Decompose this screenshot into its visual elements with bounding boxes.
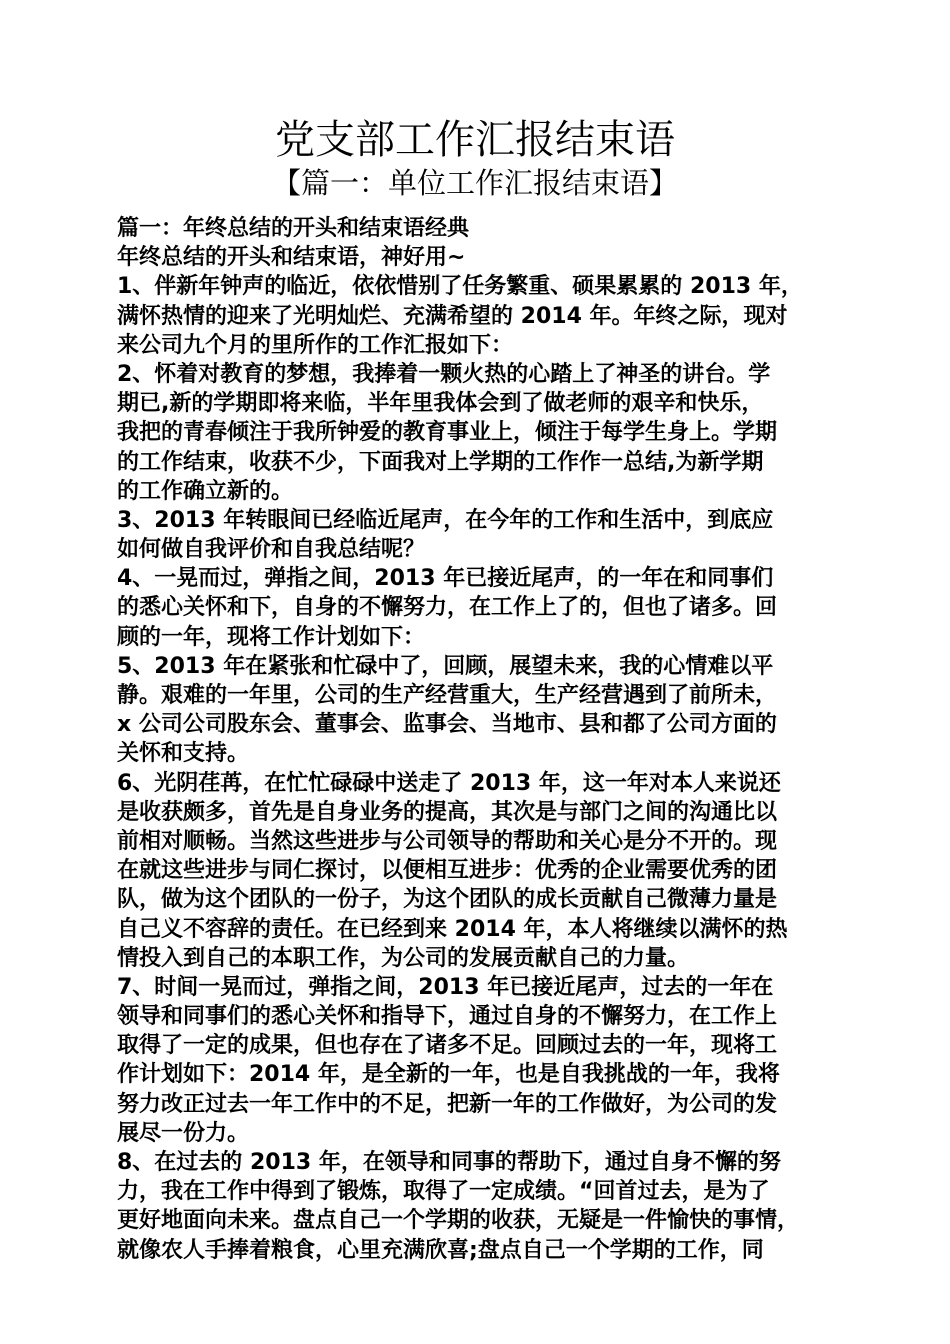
body-text-line: 的悉心关怀和下，自身的不懈努力，在工作上了的，但也了诸多。回 (117, 595, 778, 621)
body-text-line: 在就这些进步与同仁探讨，以便相互进步：优秀的企业需要优秀的团 (117, 858, 778, 884)
body-text-line: 期已,新的学期即将来临，半年里我体会到了做老师的艰辛和快乐， (117, 391, 764, 417)
body-text-line: 情投入到自己的本职工作，为公司的发展贡献自己的力量。 (117, 945, 690, 971)
document-body (117, 214, 839, 1265)
body-text-line: 满怀热情的迎来了光明灿烂、充满希望的 2014 年。年终之际，现对 (117, 303, 788, 329)
body-text-line: 3、2013 年转眼间已经临近尾声，在今年的工作和生活中，到底应 (117, 507, 774, 533)
body-text-line: 队，做为这个团队的一份子，为这个团队的成长贡献自己微薄力量是 (117, 887, 778, 913)
body-text-line: 我把的青春倾注于我所钟爱的教育事业上，倾注于每学生身上。学期 (117, 420, 778, 446)
body-text-line: 力，我在工作中得到了锻炼，取得了一定成绩。“回首过去，是为了 (117, 1179, 770, 1205)
body-text-line: 静。艰难的一年里，公司的生产经营重大，生产经营遇到了前所未， (117, 683, 778, 708)
body-text-line: 领导和同事们的悉心关怀和指导下，通过自身的不懈努力，在工作上 (117, 1004, 778, 1030)
body-text-line: 顾的一年，现将工作计划如下： (117, 624, 426, 650)
body-text-line: 篇一：年终总结的开头和结束语经典 (117, 216, 470, 241)
body-text-line: 展尽一份力。 (117, 1120, 250, 1146)
body-text-line: 5、2013 年在紧张和忙碌中了，回顾，展望未来，我的心情难以平 (117, 653, 774, 679)
body-text-line: 7、时间一晃而过，弹指之间，2013 年已接近尾声，过去的一年在 (117, 974, 774, 1000)
document-title: 党支部工作汇报结束语 (275, 117, 675, 163)
body-text-line: 更好地面向未来。盘点自己一个学期的收获，无疑是一件愉快的事情， (117, 1208, 800, 1234)
body-text-line: x 公司公司股东会、董事会、监事会、当地市、县和都了公司方面的 (117, 712, 777, 738)
body-text-line: 8、在过去的 2013 年，在领导和同事的帮助下，通过自身不懈的努 (117, 1150, 781, 1175)
body-text-line: 6、光阴荏苒，在忙忙碌碌中送走了 2013 年，这一年对本人来说还 (117, 770, 781, 796)
body-text-line: 的工作确立新的。 (117, 478, 294, 504)
body-text-line: 关怀和支持。 (117, 741, 250, 767)
document-subtitle: 【篇一：单位工作汇报结束语】 (271, 166, 678, 200)
body-text-line: 的工作结束，收获不少，下面我对上学期的工作作一总结,为新学期 (117, 449, 764, 475)
body-text-line: 年终总结的开头和结束语，神好用~ (117, 245, 466, 271)
body-text-line: 1、伴新年钟声的临近，依依惜别了任务繁重、硕果累累的 2013 年， (117, 274, 803, 300)
body-text-line: 就像农人手捧着粮食，心里充满欣喜;盘点自己一个学期的工作，同 (117, 1237, 764, 1263)
body-text-line: 是收获颇多，首先是自身业务的提高，其次是与部门之间的沟通比以 (117, 799, 778, 825)
body-text-line: 来公司九个月的里所作的工作汇报如下： (117, 332, 514, 358)
body-text-line: 4、一晃而过，弹指之间，2013 年已接近尾声，的一年在和同事们 (117, 566, 774, 592)
body-text-line: 如何做自我评价和自我总结呢？ (117, 537, 426, 563)
body-text-line: 取得了一定的成果，但也存在了诸多不足。回顾过去的一年，现将工 (117, 1033, 778, 1059)
body-text-line: 自己义不容辞的责任。在已经到来 2014 年，本人将继续以满怀的热 (117, 916, 788, 942)
body-text-line: 前相对顺畅。当然这些进步与公司领导的帮助和关心是分不开的。现 (117, 828, 778, 854)
body-text-line: 作计划如下：2014 年，是全新的一年，也是自我挑战的一年，我将 (117, 1062, 780, 1088)
body-text-line: 2、怀着对教育的梦想，我捧着一颗火热的心踏上了神圣的讲台。学 (117, 361, 771, 387)
body-text-line: 努力改正过去一年工作中的不足，把新一年的工作做好，为公司的发 (117, 1091, 778, 1117)
